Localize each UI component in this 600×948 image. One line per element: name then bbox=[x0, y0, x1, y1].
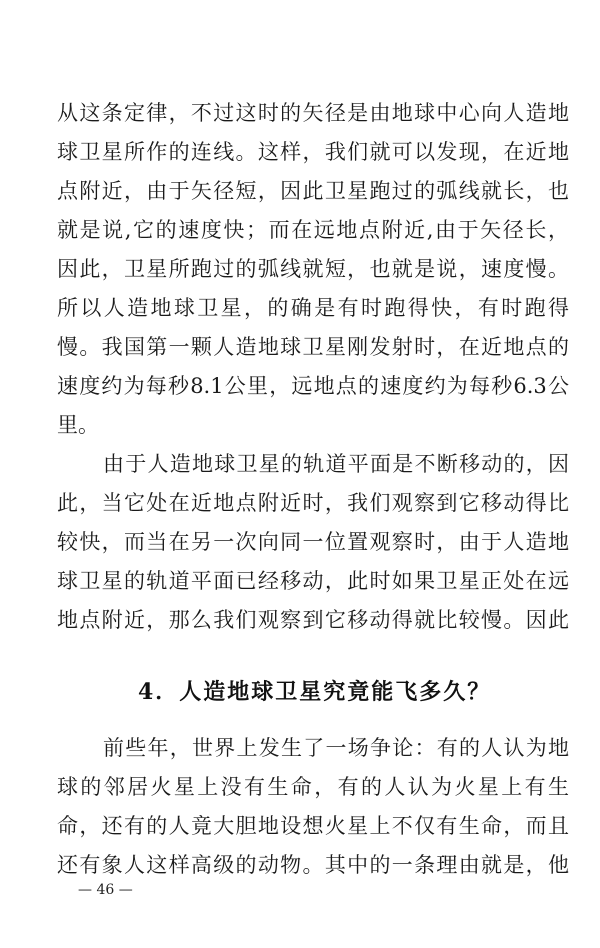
text-line: 球的邻居火星上没有生命，有的人认为火星上有生 bbox=[57, 775, 569, 799]
text-line: 慢。我国第一颗人造地球卫星刚发射时，在近地点的 bbox=[57, 335, 569, 359]
text-line: 从这条定律，不过这时的矢径是由地球中心向人造地 bbox=[57, 101, 569, 125]
text-line: 还有象人这样高级的动物。其中的一条理由就是，他 bbox=[57, 853, 569, 877]
text-line: 前些年，世界上发生了一场争论：有的人认为地 bbox=[103, 736, 569, 760]
text-line: 速度约为每秒8.1公里，远地点的速度约为每秒6.3公 bbox=[57, 374, 569, 398]
text-line: 球卫星所作的连线。这样，我们就可以发现，在近地 bbox=[57, 140, 569, 164]
text-line: 里。 bbox=[57, 413, 99, 437]
text-line: 就是说,它的速度快；而在远地点附近,由于矢径长， bbox=[57, 218, 569, 242]
text-line: 由于人造地球卫星的轨道平面是不断移动的，因 bbox=[103, 452, 569, 476]
text-line: 因此，卫星所跑过的弧线就短，也就是说，速度慢。 bbox=[57, 257, 569, 281]
text-line: 所以人造地球卫星，的确是有时跑得快，有时跑得 bbox=[57, 296, 569, 320]
text-line: 较快，而当在另一次向同一位置观察时，由于人造地 bbox=[57, 530, 569, 554]
text-line: 球卫星的轨道平面已经移动，此时如果卫星正处在远 bbox=[57, 569, 569, 593]
text-line: 命，还有的人竟大胆地设想火星上不仅有生命，而且 bbox=[57, 814, 569, 838]
text-line: 此，当它处在近地点附近时，我们观察到它移动得比 bbox=[57, 491, 569, 515]
text-line: 地点附近，那么我们观察到它移动得就比较慢。因此 bbox=[57, 608, 569, 632]
section-heading: 4．人造地球卫星究竟能飞多久？ bbox=[138, 679, 492, 705]
text-line: 点附近，由于矢径短，因此卫星跑过的弧线就长，也 bbox=[57, 179, 569, 203]
page-number: — 46 — bbox=[78, 882, 133, 898]
